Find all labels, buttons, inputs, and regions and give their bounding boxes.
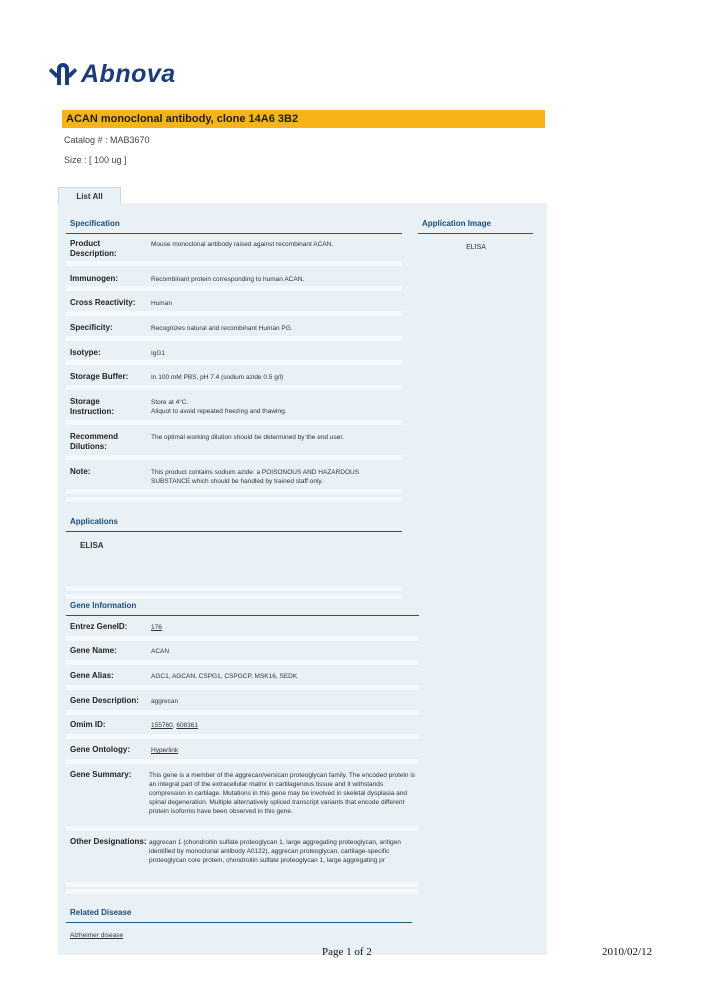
spec-value: Store at 4°C. Aliquot to avoid repeated freezing and thawing. (151, 399, 287, 415)
spec-value: Human (151, 300, 172, 307)
omim-link[interactable]: 155760 (151, 722, 173, 729)
applications-rule (66, 531, 402, 532)
abnova-logo (48, 58, 176, 90)
applications-heading: Applications (70, 517, 119, 526)
application-image-rule (418, 233, 533, 234)
application-item: ELISA (80, 541, 104, 550)
entrez-gene-link[interactable]: 176 (151, 624, 162, 631)
gene-label: Entrez GeneID: (70, 622, 128, 631)
spec-label: Specificity: (70, 323, 113, 332)
spec-label: Cross Reactivity: (70, 298, 136, 307)
gene-value: AGC1, AGCAN, CSPG1, CSPGCP, MSK16, SEDK (151, 673, 298, 680)
gene-label: Gene Summary: (70, 770, 132, 779)
spec-label: Product Description: (70, 239, 117, 258)
spec-label: Storage Buffer: (70, 372, 129, 381)
product-title: ACAN monoclonal antibody, clone 14A6 3B2 (62, 110, 545, 128)
gene-value: ACAN (151, 648, 170, 655)
gene-information-rule (66, 615, 419, 616)
omim-link[interactable]: 608361 (176, 722, 199, 729)
related-disease-heading: Related Disease (70, 908, 132, 917)
specification-heading: Specification (70, 219, 120, 228)
spec-value: Mouse monoclonal antibody raised against recombinant ACAN. (151, 241, 334, 248)
application-image-heading: Application Image (422, 219, 491, 228)
gene-label: Gene Name: (70, 646, 117, 655)
brand-name: Abnova (81, 59, 176, 88)
gene-information-heading: Gene Information (70, 601, 137, 610)
related-disease-rule (66, 922, 412, 923)
tab-list-all[interactable]: List All (58, 187, 121, 204)
gene-label: Gene Description: (70, 696, 139, 705)
print-date: 2010/02/12 (602, 946, 653, 958)
spec-label: Isotype: (70, 348, 101, 357)
gene-label: Omim ID: (70, 720, 106, 729)
spec-value: IgG1 (151, 350, 166, 357)
spec-value: Recognizes natural and recombinant Human PG. (151, 325, 293, 332)
spec-label: Recommend Dilutions: (70, 432, 119, 451)
spec-value: The optimal working dilution should be determined by the end user. (151, 434, 344, 441)
abnova-logo-icon (48, 59, 78, 89)
gene-label: Gene Alias: (70, 671, 114, 680)
related-disease-link[interactable]: Alzheimer disease (70, 932, 124, 939)
gene-value: aggrecan (151, 698, 179, 705)
gene-label: Other Designations: (70, 837, 147, 846)
gene-value: aggrecan 1 (chondroitin sulfate proteoglycan 1, large aggregating proteoglycan, antigen identified by monoclonal antibody A0122), aggrecan proteoglycan, cartilage-specific proteoglycan core protein, chondroitin sulfate proteoglycan 1, large aggregating pr (149, 839, 401, 864)
page-number: Page 1 of 2 (322, 946, 372, 958)
spec-label: Immunogen: (70, 274, 118, 283)
gene-ontology-link[interactable]: Hyperlink (151, 747, 179, 754)
spec-value: In 100 mM PBS, pH 7.4 (sodium azide 0.5 g/l) (151, 374, 284, 381)
product-size: Size : [ 100 ug ] (64, 155, 127, 165)
application-image-label: ELISA (466, 244, 486, 251)
gene-label: Gene Ontology: (70, 745, 130, 754)
specification-rule (66, 233, 402, 234)
spec-label: Note: (70, 467, 91, 476)
spec-value: Recombinant protein corresponding to human ACAN. (151, 276, 305, 283)
catalog-number: Catalog # : MAB3670 (64, 135, 150, 145)
gene-value: This gene is a member of the aggrecan/versican proteoglycan family. The encoded protein is an integral part of the extracellular matrix in cartilagenous tissue and it withstands compression in cartilage. Mutations in this gene may be involved in skeletal dysplasia and spinal degeneration. Multiple alternatively spliced transcript variants that encode different protein isoforms have been observed in this gene. (149, 772, 416, 815)
spec-label: Storage Instruction: (70, 397, 114, 416)
spec-value: This product contains sodium azide: a POISONOUS AND HAZARDOUS SUBSTANCE which should be handled by trained staff only. (151, 469, 360, 485)
